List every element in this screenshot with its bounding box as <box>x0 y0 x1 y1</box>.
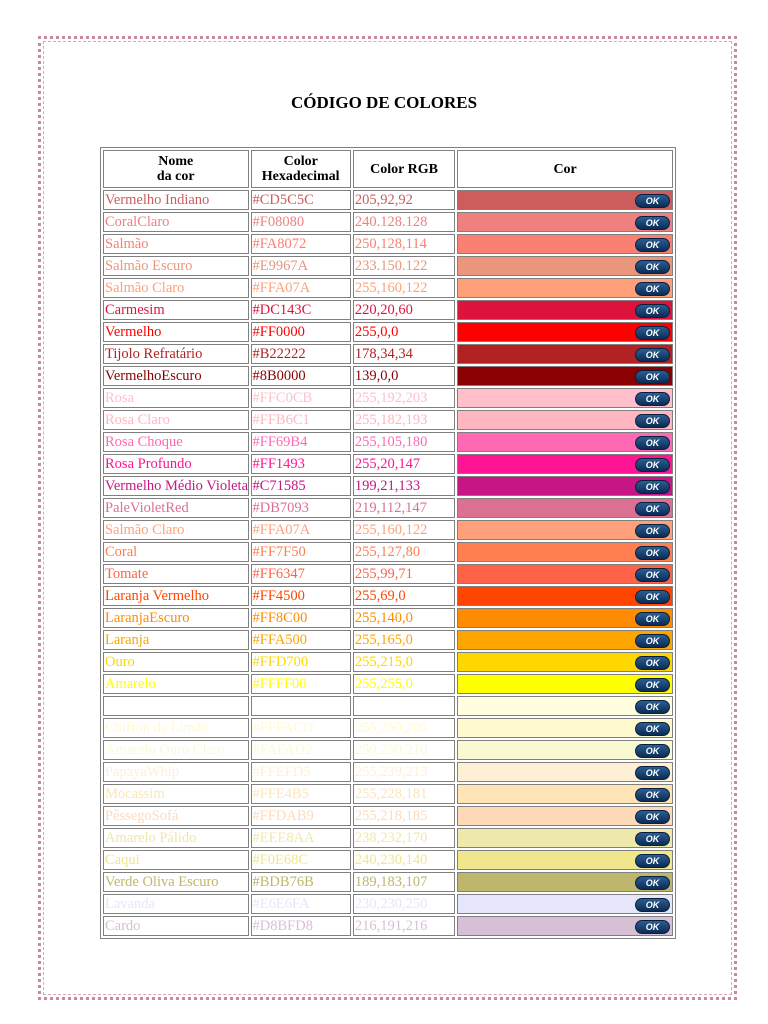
ok-button[interactable]: OK <box>635 524 670 538</box>
color-swatch <box>457 212 673 232</box>
color-name-cell: Salmão Claro <box>103 520 249 540</box>
ok-button[interactable]: OK <box>635 546 670 560</box>
color-swatch <box>457 542 673 562</box>
rgb-value-cell: 255,228,181 <box>353 784 455 804</box>
color-name-cell: Cardo <box>103 916 249 936</box>
ok-button[interactable]: OK <box>635 414 670 428</box>
rgb-value-cell: 255,250,205 <box>353 718 455 738</box>
header-rgb: Color RGB <box>353 150 455 188</box>
color-swatch <box>457 190 673 210</box>
color-name-cell: Amarelo Pálido <box>103 828 249 848</box>
hex-code-cell: #FFB6C1 <box>251 410 351 430</box>
rgb-value-cell: 233.150.122 <box>353 256 455 276</box>
color-swatch <box>457 630 673 650</box>
color-swatch <box>457 696 673 716</box>
ok-button[interactable]: OK <box>635 480 670 494</box>
page-title: CÓDIGO DE COLORES <box>290 93 478 112</box>
header-name-line1: Nome <box>158 154 194 169</box>
rgb-value-cell: 178,34,34 <box>353 344 455 364</box>
ok-button[interactable]: OK <box>635 700 670 714</box>
color-swatch <box>457 366 673 386</box>
table-row <box>103 608 673 628</box>
table-row <box>103 872 673 892</box>
color-swatch <box>457 300 673 320</box>
rgb-value-cell: 255,127,80 <box>353 542 455 562</box>
rgb-value-cell: 255,105,180 <box>353 432 455 452</box>
rgb-value-cell: 240,230,140 <box>353 850 455 870</box>
table-row <box>103 454 673 474</box>
ok-button[interactable]: OK <box>635 656 670 670</box>
rgb-value-cell: 255,140,0 <box>353 608 455 628</box>
table-row <box>103 476 673 496</box>
color-name-cell: Amarelo <box>103 674 249 694</box>
ok-button[interactable]: OK <box>635 590 670 604</box>
header-name <box>103 150 249 188</box>
rgb-value-cell: 255,218,185 <box>353 806 455 826</box>
color-name-cell: Laranja Vermelho <box>103 586 249 606</box>
color-name-cell: Vermelho <box>103 322 249 342</box>
color-name-cell <box>103 696 249 716</box>
ok-button[interactable]: OK <box>635 634 670 648</box>
rgb-value-cell: 255,192,203 <box>353 388 455 408</box>
table-row <box>103 762 673 782</box>
color-name-cell: Salmão Claro <box>103 278 249 298</box>
hex-code-cell: #E6E6FA <box>251 894 351 914</box>
hex-code-cell: #C71585 <box>251 476 351 496</box>
ok-button[interactable]: OK <box>635 282 670 296</box>
table-row <box>103 718 673 738</box>
ok-button[interactable]: OK <box>635 370 670 384</box>
rgb-value-cell: 189,183,107 <box>353 872 455 892</box>
ok-button[interactable]: OK <box>635 876 670 890</box>
color-swatch <box>457 520 673 540</box>
ok-button[interactable]: OK <box>635 744 670 758</box>
ok-button[interactable]: OK <box>635 238 670 252</box>
color-name-cell: PaleVioletRed <box>103 498 249 518</box>
hex-code-cell: #FFD700 <box>251 652 351 672</box>
rgb-value-cell: 205,92,92 <box>353 190 455 210</box>
ok-button[interactable]: OK <box>635 854 670 868</box>
ok-button[interactable]: OK <box>635 304 670 318</box>
ok-button[interactable]: OK <box>635 920 670 934</box>
color-name-cell: Caqui <box>103 850 249 870</box>
color-swatch <box>457 234 673 254</box>
color-name-cell: Tijolo Refratário <box>103 344 249 364</box>
table-row <box>103 322 673 342</box>
ok-button[interactable]: OK <box>635 392 670 406</box>
color-swatch <box>457 608 673 628</box>
table-row <box>103 564 673 584</box>
color-table <box>100 147 676 939</box>
ok-button[interactable]: OK <box>635 678 670 692</box>
rgb-value-cell: 139,0,0 <box>353 366 455 386</box>
header-swatch: Cor <box>457 150 673 188</box>
rgb-value-cell: 240.128.128 <box>353 212 455 232</box>
color-name-cell: VermelhoEscuro <box>103 366 249 386</box>
hex-code-cell <box>251 696 351 716</box>
color-swatch <box>457 410 673 430</box>
hex-code-cell: #B22222 <box>251 344 351 364</box>
color-swatch <box>457 762 673 782</box>
color-swatch <box>457 586 673 606</box>
rgb-value-cell: 255,215,0 <box>353 652 455 672</box>
rgb-value-cell: 255,20,147 <box>353 454 455 474</box>
color-swatch <box>457 872 673 892</box>
table-row <box>103 542 673 562</box>
color-name-cell: PêssegoSofá <box>103 806 249 826</box>
ok-button[interactable]: OK <box>635 260 670 274</box>
hex-code-cell: #8B0000 <box>251 366 351 386</box>
table-row <box>103 498 673 518</box>
ok-button[interactable]: OK <box>635 458 670 472</box>
color-name-cell: Rosa Choque <box>103 432 249 452</box>
ok-button[interactable]: OK <box>635 612 670 626</box>
table-row <box>103 520 673 540</box>
table-row <box>103 366 673 386</box>
hex-code-cell: #FFC0CB <box>251 388 351 408</box>
table-row <box>103 388 673 408</box>
table-row <box>103 916 673 936</box>
color-name-cell: Chiffon de Limão <box>103 718 249 738</box>
ok-button[interactable]: OK <box>635 194 670 208</box>
table-row <box>103 256 673 276</box>
table-row <box>103 652 673 672</box>
header-name-line2: da cor <box>156 169 195 184</box>
rgb-value-cell: 250,128,114 <box>353 234 455 254</box>
color-swatch <box>457 894 673 914</box>
hex-code-cell: #FFFACD <box>251 718 351 738</box>
color-name-cell: Vermelho Médio Violeta <box>105 478 249 494</box>
color-swatch <box>457 916 673 936</box>
rgb-value-cell: 255,239,213 <box>353 762 455 782</box>
table-row <box>103 234 673 254</box>
color-swatch <box>457 718 673 738</box>
color-swatch <box>457 278 673 298</box>
hex-code-cell: #FF1493 <box>251 454 351 474</box>
hex-code-cell: #FFFF00 <box>251 674 351 694</box>
color-swatch <box>457 322 673 342</box>
ok-button[interactable]: OK <box>635 832 670 846</box>
table-row <box>103 674 673 694</box>
ok-button[interactable]: OK <box>635 766 670 780</box>
hex-code-cell: #FF69B4 <box>251 432 351 452</box>
rgb-value-cell: 255,69,0 <box>353 586 455 606</box>
color-swatch <box>457 388 673 408</box>
color-name-cell: Ouro <box>103 652 249 672</box>
rgb-value-cell: 216,191,216 <box>353 916 455 936</box>
color-name-cell: PapayaWhip <box>103 762 249 782</box>
hex-code-cell: #E9967A <box>251 256 351 276</box>
color-name-cell: Coral <box>103 542 249 562</box>
rgb-value-cell: 255,160,122 <box>353 520 455 540</box>
table-row <box>103 212 673 232</box>
color-swatch <box>457 476 673 496</box>
header-hex-line1: Color <box>283 154 318 169</box>
rgb-value-cell: 230,230,250 <box>353 894 455 914</box>
table-row <box>103 784 673 804</box>
hex-code-cell: #FFE4B5 <box>251 784 351 804</box>
ok-button[interactable]: OK <box>635 722 670 736</box>
color-swatch <box>457 784 673 804</box>
color-name-cell: Vermelho Indiano <box>103 190 249 210</box>
color-swatch <box>457 564 673 584</box>
hex-code-cell: #FF0000 <box>251 322 351 342</box>
color-swatch <box>457 850 673 870</box>
table-row <box>103 344 673 364</box>
color-swatch <box>457 806 673 826</box>
color-swatch <box>457 652 673 672</box>
color-name-cell: Salmão Escuro <box>103 256 249 276</box>
color-name-cell: LaranjaEscuro <box>103 608 249 628</box>
table-row <box>103 828 673 848</box>
hex-code-cell: #FFDAB9 <box>251 806 351 826</box>
rgb-value-cell: 255,165,0 <box>353 630 455 650</box>
color-name-cell: CoralClaro <box>103 212 249 232</box>
color-swatch <box>457 432 673 452</box>
table-row <box>103 300 673 320</box>
ok-button[interactable]: OK <box>635 502 670 516</box>
rgb-value-cell: 255,182,193 <box>353 410 455 430</box>
color-name-cell: Salmão <box>103 234 249 254</box>
color-swatch <box>457 674 673 694</box>
table-body <box>103 190 673 936</box>
header-hex <box>251 150 351 188</box>
rgb-value-cell: 238,232,170 <box>353 828 455 848</box>
ok-button[interactable]: OK <box>635 810 670 824</box>
table-row <box>103 696 673 716</box>
rgb-value-cell: 255,255,0 <box>353 674 455 694</box>
ok-button[interactable]: OK <box>635 898 670 912</box>
color-name-cell: Lavanda <box>103 894 249 914</box>
color-swatch <box>457 740 673 760</box>
hex-code-cell: #FAFAD2 <box>251 740 351 760</box>
header-row <box>103 150 673 188</box>
table-row <box>103 278 673 298</box>
rgb-value-cell: 255,0,0 <box>353 322 455 342</box>
color-name-cell: Amarelo Ouro Claro <box>103 740 249 760</box>
hex-code-cell: #EEE8AA <box>251 828 351 848</box>
color-name-cell: Rosa Profundo <box>103 454 249 474</box>
hex-code-cell: #DC143C <box>251 300 351 320</box>
hex-code-cell: #FFA07A <box>251 278 351 298</box>
color-swatch <box>457 256 673 276</box>
table-row <box>103 190 673 210</box>
ok-button[interactable]: OK <box>635 348 670 362</box>
rgb-value-cell: 219,112,147 <box>353 498 455 518</box>
table-row <box>103 740 673 760</box>
hex-code-cell: #FF6347 <box>251 564 351 584</box>
hex-code-cell: #FF8C00 <box>251 608 351 628</box>
color-name-cell: Carmesim <box>103 300 249 320</box>
hex-code-cell: #FFEFD5 <box>251 762 351 782</box>
ok-button[interactable]: OK <box>635 326 670 340</box>
color-swatch <box>457 344 673 364</box>
hex-code-cell: #FF7F50 <box>251 542 351 562</box>
hex-code-cell: #FF4500 <box>251 586 351 606</box>
rgb-value-cell <box>353 696 455 716</box>
ok-button[interactable]: OK <box>635 568 670 582</box>
rgb-value-cell: 255,160,122 <box>353 278 455 298</box>
table-row <box>103 410 673 430</box>
table-row <box>103 432 673 452</box>
table-row <box>103 630 673 650</box>
table-row <box>103 894 673 914</box>
table-row <box>103 586 673 606</box>
header-hex-line2: Hexadecimal <box>261 169 340 184</box>
hex-code-cell: #FFA07A <box>251 520 351 540</box>
hex-code-cell: #DB7093 <box>251 498 351 518</box>
color-name-cell: Rosa <box>103 388 249 408</box>
rgb-value-cell: 250,250,210 <box>353 740 455 760</box>
ok-button[interactable]: OK <box>635 216 670 230</box>
color-name-cell: Tomate <box>103 564 249 584</box>
hex-code-cell: #BDB76B <box>251 872 351 892</box>
hex-code-cell: #F0E68C <box>251 850 351 870</box>
rgb-value-cell: 220,20,60 <box>353 300 455 320</box>
hex-code-cell: #FA8072 <box>251 234 351 254</box>
ok-button[interactable]: OK <box>635 788 670 802</box>
color-name-cell: Verde Oliva Escuro <box>103 872 249 892</box>
hex-code-cell: #FFA500 <box>251 630 351 650</box>
color-swatch <box>457 498 673 518</box>
table-row <box>103 850 673 870</box>
color-name-cell: Mocassim <box>103 784 249 804</box>
rgb-value-cell: 255,99,71 <box>353 564 455 584</box>
color-name-cell: Rosa Claro <box>103 410 249 430</box>
hex-code-cell: #F08080 <box>251 212 351 232</box>
rgb-value-cell: 199,21,133 <box>353 476 455 496</box>
hex-code-cell: #D8BFD8 <box>251 916 351 936</box>
color-name-cell: Laranja <box>103 630 249 650</box>
color-swatch <box>457 828 673 848</box>
ok-button[interactable]: OK <box>635 436 670 450</box>
table-row <box>103 806 673 826</box>
hex-code-cell: #CD5C5C <box>251 190 351 210</box>
color-swatch <box>457 454 673 474</box>
